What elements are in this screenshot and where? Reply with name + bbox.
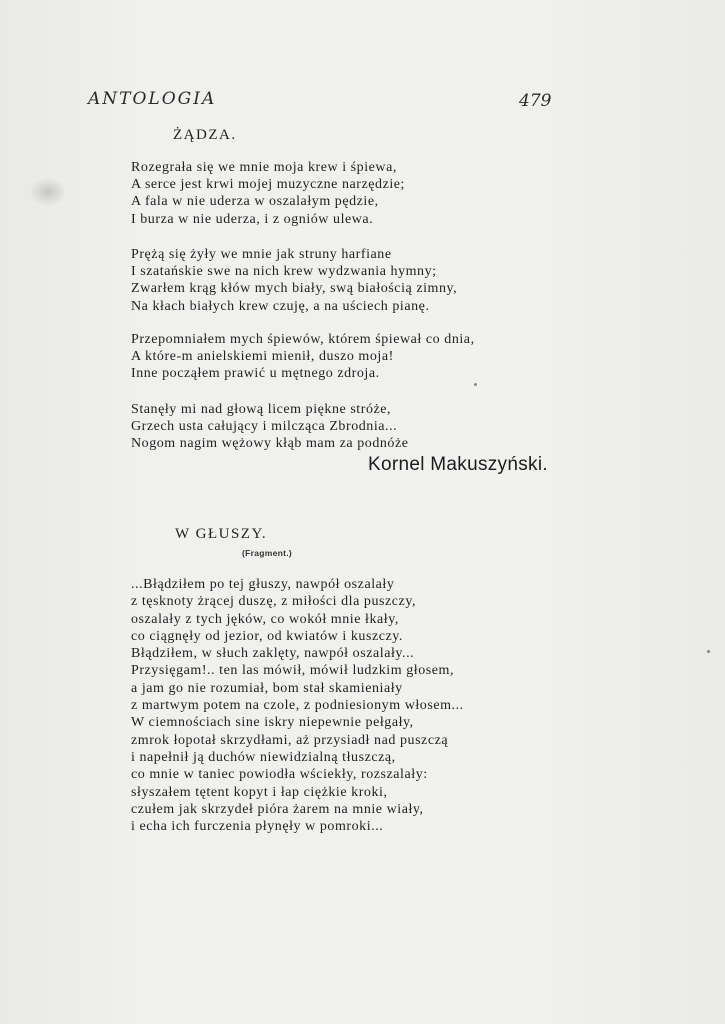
poem-line: W ciemnościach sine iskry niepewnie pełgały,	[131, 715, 414, 731]
author-signature: Kornel Makuszyński.	[368, 454, 548, 475]
poem-line: I burza w nie uderza, i z ogniów ulewa.	[131, 211, 374, 227]
poem-line: I szatańskie swe na nich krew wydzwania hymny;	[131, 264, 437, 280]
poem-line: czułem jak skrzydeł pióra żarem na mnie wiały,	[131, 801, 424, 817]
poem-line: Inne począłem prawić u mętnego zdroja.	[131, 366, 380, 382]
paper-speck	[707, 650, 710, 653]
poem-fragment	[131, 576, 464, 835]
poem-line: Błądziłem, w słuch zaklęty, nawpół oszalały...	[131, 646, 415, 662]
poem-line: Stanęły mi nad głową licem piękne stróże,	[131, 402, 392, 417]
poem-line: Rozegrała się we mnie moja krew i śpiewa,	[131, 160, 397, 175]
paper-stain	[30, 178, 66, 206]
poem-line: a jam go nie rozumiał, bom stał skamieniały	[131, 680, 403, 696]
poem-title: W GŁUSZY.	[175, 526, 268, 542]
poem-line: oszalały z tych jęków, co wokół mnie łkały,	[131, 611, 399, 627]
poem-title: ŻĄDZA.	[173, 127, 237, 143]
poem-line: ...Błądziłem po tej głuszy, nawpół oszalały	[131, 577, 395, 592]
poem-line: A serce jest krwi mojej muzyczne narzędzie;	[131, 177, 405, 193]
poem-line: Zwarłem krąg kłów mych biały, swą białością zimny,	[131, 281, 458, 297]
poem-line: Przysięgam!.. ten las mówił, mówił ludzkim głosem,	[131, 663, 455, 679]
poem-line: A które-m anielskiemi mienił, duszo moja!	[131, 349, 394, 365]
poem-stanza	[131, 401, 409, 453]
poem-line: Prężą się żyły we mnie jak struny harfiane	[131, 247, 392, 262]
running-head: ANTOLOGIA	[88, 89, 217, 109]
poem-line: Przepomniałem mych śpiewów, którem śpiewał co dnia,	[131, 332, 475, 347]
poem-line: zmrok łopotał skrzydłami, aż przysiadł nad puszczą	[131, 732, 449, 748]
paper-speck	[474, 383, 477, 386]
poem-line: z martwym potem na czole, z podniesionym włosem...	[131, 698, 464, 714]
poem-line: A fala w nie uderza w oszalałym pędzie,	[131, 194, 379, 210]
poem-line: i echa ich furczenia płynęły w pomroki...	[131, 819, 384, 835]
poem-subtitle: (Fragment.)	[242, 548, 293, 558]
poem-stanza	[131, 159, 405, 228]
poem-line: Grzech usta całujący i milcząca Zbrodnia...	[131, 419, 398, 435]
poem-line: co ciągnęły od jezior, od kwiatów i kuszczy.	[131, 628, 403, 644]
poem-line: z tęsknoty żrącej duszę, z miłości dla puszczy,	[131, 594, 417, 610]
poem-line: Nogom nagim wężowy kłąb mam za podnóże	[131, 436, 409, 452]
poem-stanza	[131, 246, 457, 315]
poem-stanza	[131, 331, 475, 383]
poem-line: co mnie w taniec powiodła wściekły, rozszalały:	[131, 767, 428, 783]
poem-line: słyszałem tętent kopyt i łap ciężkie kroki,	[131, 784, 388, 800]
page-number: 479	[519, 91, 552, 111]
poem-line: i napełnił ją duchów niewidzialną tłuszczą,	[131, 749, 396, 765]
poem-line: Na kłach białych krew czuję, a na uściech pianę.	[131, 298, 430, 314]
